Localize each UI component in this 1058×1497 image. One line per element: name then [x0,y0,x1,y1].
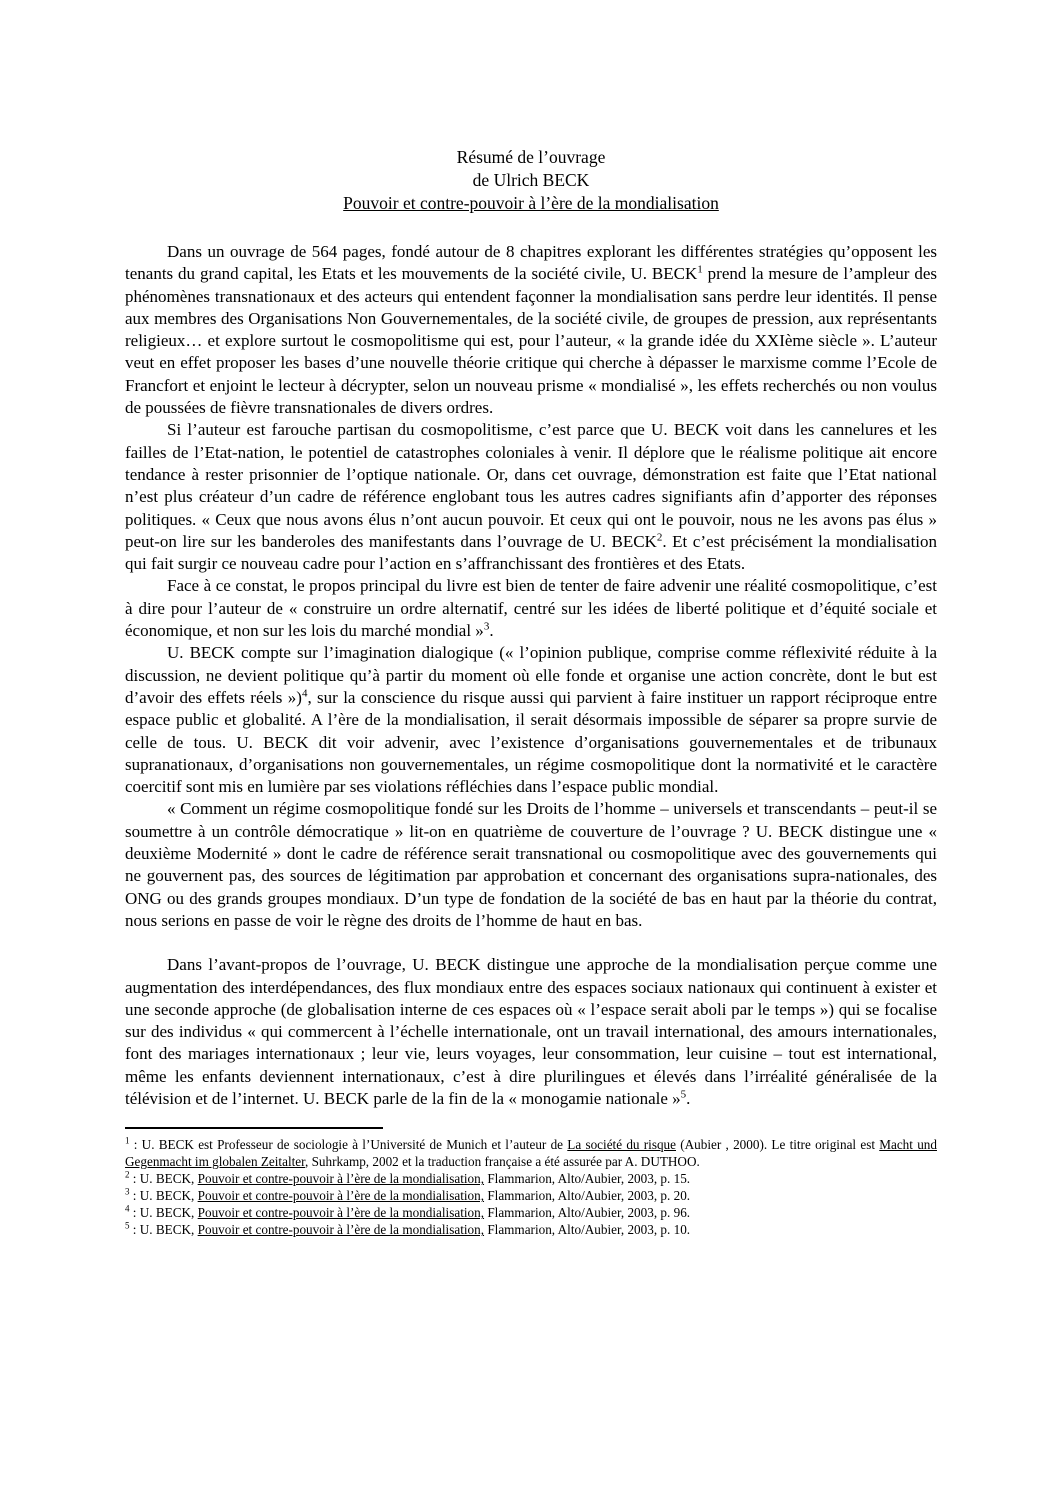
underlined-text: Pouvoir et contre-pouvoir à l’ère de la mondialisation, [197,1205,485,1221]
title-line-3: Pouvoir et contre-pouvoir à l’ère de la mondialisation [343,193,719,213]
title-line-2: de Ulrich BECK [472,170,590,190]
footnote-ref: 4 [301,687,308,700]
footnote: $^1$ : U. BECK est Professeur de sociologie à l’Université de Munich et l’auteur de La société du risque (Aubier , 2000). Le titre original est Macht und Gegenmacht im globalen Zeitalter, Suhrkamp, 2002 et la traduction française a été assurée par A. DUTHOO. [125,1135,937,1170]
paragraph: Dans l’avant-propos de l’ouvrage, U. BECK distingue une approche de la mondialisation perçue comme une augmentation des interdépendances, des flux mondiaux entre des espaces sociaux nationaux qui continuent à exister et une seconde approche (de globalisation interne de ces espaces où « l’espace serait aboli par le temps ») qui se focalise sur des individus « qui commercent à l’échelle internationale, ont un travail international, des amours internationales, font des mariages internationaux ; leur vie, leurs voyages, leur consommation, leur cuisine – tout est international, même les enfants deviennent internationaux, c’est à dire plurilingues et élevés dans l’irréalité généralisée de la télévision et de l’internet. U. BECK parle de la fin de la « monogamie nationale »$^5$. [125,955,937,1108]
footnotes-section [125,1136,937,1238]
paragraph: Face à ce constat, le propos principal du livre est bien de tenter de faire advenir une réalité cosmopolitique, c’est à dire pour l’auteur de « construire un ordre alternatif, centré sur les idées de liberté politique et d’équité sociale et économique, et non sur les lois du marché mondial »$^3$. [125,576,937,641]
paragraph: Dans un ouvrage de 564 pages, fondé autour de 8 chapitres explorant les différentes stratégies qu’opposent les tenants du grand capital, les Etats et les mouvements de la société civile, U. BECK$^1$ prend la mesure de l’ampleur des phénomènes transnationaux et des acteurs qui entendent façonner la mondialisation sans perdre leur identités. Il pense aux membres des Organisations Non Gouvernementales, de la société civile, de groupes de pression, aux représentants religieux… et explore surtout le cosmopolitisme qui est, pour l’auteur, « la grande idée du XXIème siècle ». L’auteur veut en effet proposer les bases d’une nouvelle théorie critique qui cherche à dépasser le marxisme comme l’Ecole de Francfort et enjoint le lecteur à décrypter, selon un nouveau prisme « mondialisé », les effets recherchés ou non voulus de poussées de fièvre transnationales de divers ordres. [125,242,937,418]
footnote: $^5$ : U. BECK, Pouvoir et contre-pouvoir à l’ère de la mondialisation, Flammarion, Alto/Aubier, 2003, p. 10. [125,1220,691,1238]
footnote-ref: 1 [697,263,703,276]
footnote-ref: 1 [125,1135,130,1146]
footnote-ref: 2 [125,1169,130,1180]
footnote-ref: 5 [680,1088,687,1101]
paragraph: « Comment un régime cosmopolitique fondé sur les Droits de l’homme – universels et transcendants – peut-il se soumettre à un contrôle démocratique » lit-on en quatrième de couverture de l’ouvrage ? U. BECK distingue une « deuxième Modernité » dont le cadre de référence serait transnational ou cosmopolitique avec des gouvernements qui ne gouvernent pas, des sources de légitimation par approbation et concernant des organisations supra-nationales, des ONG ou des grands groupes mondiaux. D’un type de fondation de la société de bas en haut par la théorie du contrat, nous serions en passe de voir le règne des droits de l’homme de haut en bas. [125,799,937,930]
footnote-ref: 4 [125,1203,130,1214]
title-line-1: Résumé de l’ouvrage [456,147,606,167]
document-body [125,241,937,1110]
footnote-ref: 3 [483,620,490,633]
underlined-text: La société du risque [567,1137,676,1153]
footnote-ref: 5 [125,1220,130,1231]
underlined-text: Macht und Gegenmacht im globalen Zeitalter [125,1137,937,1170]
underlined-text: Pouvoir et contre-pouvoir à l’ère de la mondialisation, [197,1171,485,1187]
footnote: $^2$ : U. BECK, Pouvoir et contre-pouvoir à l’ère de la mondialisation, Flammarion, Alto/Aubier, 2003, p. 15. [125,1169,691,1187]
document-title-block [125,146,937,215]
paragraph: U. BECK compte sur l’imagination dialogique (« l’opinion publique, comprise comme réflexivité réduite à la discussion, ne devient politique qu’à partir du moment où elle fonde et organise une action concrète, dont le but est d’avoir des effets réels »)$^4$, sur la conscience du risque aussi qui parvient à faire instituer un rapport réciproque entre espace public et globalité. A l’ère de la mondialisation, il serait désormais impossible de séparer sa propre survie de celle de tous. U. BECK dit voir advenir, avec l’existence d’organisations gouvernementales et de tribunaux supranationaux, d’organisations non gouvernementales, un régime cosmopolitique dont la normativité et le caractère coercitif sont mis en lumière par ses violations réfléchies dans l’espace public mondial. [125,643,937,797]
footnote: $^3$ : U. BECK, Pouvoir et contre-pouvoir à l’ère de la mondialisation, Flammarion, Alto/Aubier, 2003, p. 20. [125,1186,691,1204]
underlined-text: Pouvoir et contre-pouvoir à l’ère de la mondialisation, [197,1188,485,1204]
footnote: $^4$ : U. BECK, Pouvoir et contre-pouvoir à l’ère de la mondialisation, Flammarion, Alto/Aubier, 2003, p. 96. [125,1203,691,1221]
paragraph: Si l’auteur est farouche partisan du cosmopolitisme, c’est parce que U. BECK voit dans les cannelures et les failles de l’Etat-nation, le potentiel de catastrophes coloniales à venir. Il déplore que le réalisme politique ait encore tendance à rester prisonnier de l’optique nationale. Or, dans cet ouvrage, démonstration est faite que l’Etat national n’est plus créateur d’un cadre de référence englobant tous les autres cadres signifiants afin d’apporter des réponses politiques. « Ceux que nous avons élus n’ont aucun pouvoir. Et ceux qui ont le pouvoir, nous ne les avons pas élus » peut-on lire sur les banderoles des manifestants dans l’ouvrage de U. BECK$^2$. Et c’est précisément la mondialisation qui fait surgir ce nouveau cadre pour l’action en s’affranchissant des frontières et des Etats. [125,420,938,574]
footnote-ref: 2 [656,531,663,544]
footnote-separator [125,1127,383,1129]
footnote-ref: 3 [125,1186,130,1197]
underlined-text: Pouvoir et contre-pouvoir à l’ère de la mondialisation, [197,1222,485,1238]
